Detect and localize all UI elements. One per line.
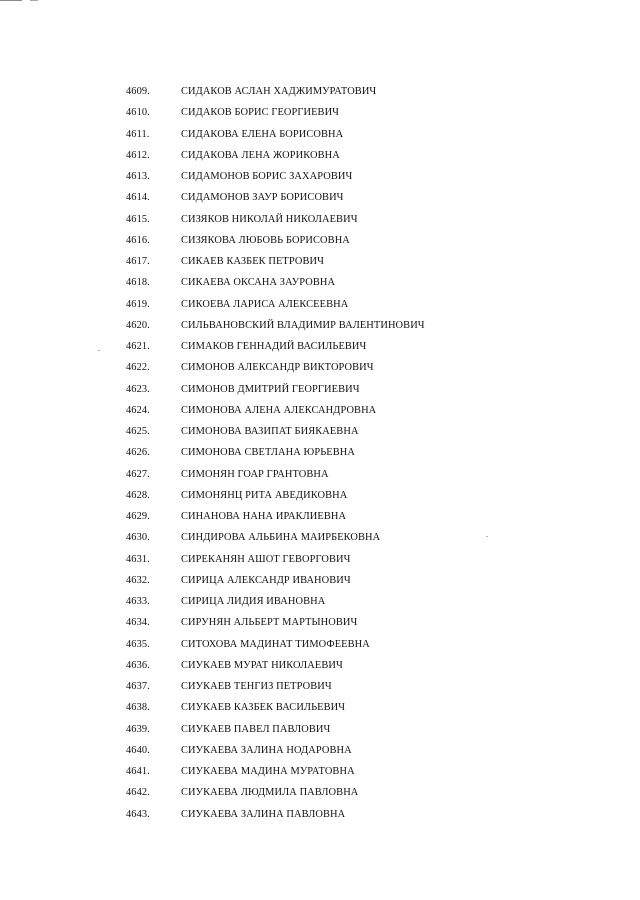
- entry-name: СИРЕКАНЯН АШОТ ГЕВОРГОВИЧ: [181, 553, 351, 565]
- entry-number: 4617.: [126, 256, 150, 267]
- entry-name: СИДАМОНОВ БОРИС ЗАХАРОВИЧ: [181, 171, 353, 182]
- entry-name: СИКАЕВА ОКСАНА ЗАУРОВНА: [181, 277, 336, 289]
- entry-number: 4621.: [126, 341, 150, 352]
- list-item: [0, 319, 640, 340]
- entry-name: СИМОНОВА ВАЗИПАТ БИЯКАЕВНА: [181, 426, 359, 437]
- entry-number: 4633.: [126, 596, 150, 607]
- entry-number: 4614.: [126, 192, 150, 204]
- list-item: [0, 404, 640, 425]
- entry-name: СИУКАЕВ ТЕНГИЗ ПЕТРОВИЧ: [181, 681, 332, 692]
- entry-number: 4624.: [126, 404, 150, 416]
- list-item: [0, 553, 640, 574]
- list-item: [0, 723, 640, 744]
- list-item: [0, 595, 640, 616]
- entry-number: 4629.: [126, 511, 150, 522]
- entry-number: 4625.: [126, 426, 150, 437]
- entry-name: СИРИЦА АЛЕКСАНДР ИВАНОВИЧ: [181, 574, 351, 586]
- entry-name: СИКОЕВА ЛАРИСА АЛЕКСЕЕВНА: [181, 298, 349, 310]
- entry-number: 4632.: [126, 574, 150, 586]
- list-item: [0, 170, 640, 191]
- entry-name: СИМОНОВА СВЕТЛАНА ЮРЬЕВНА: [181, 447, 355, 459]
- list-item: [0, 468, 640, 489]
- entry-number: 4626.: [126, 447, 150, 459]
- list-item: [0, 149, 640, 170]
- list-item: [0, 638, 640, 659]
- name-list: [0, 85, 640, 829]
- entry-name: СИТОХОВА МАДИНАТ ТИМОФЕЕВНА: [181, 638, 370, 650]
- entry-number: 4643.: [126, 808, 150, 820]
- entry-name: СИУКАЕВ МУРАТ НИКОЛАЕВИЧ: [181, 659, 343, 671]
- entry-name: СИДАКОВА ЕЛЕНА БОРИСОВНА: [181, 128, 344, 140]
- entry-name: СИМОНОВА АЛЕНА АЛЕКСАНДРОВНА: [181, 404, 377, 416]
- entry-number: 4636.: [126, 659, 150, 671]
- entry-number: 4635.: [126, 638, 150, 650]
- list-item: [0, 616, 640, 637]
- list-item: [0, 361, 640, 382]
- entry-name: СИУКАЕВ КАЗБЕК ВАСИЛЬЕВИЧ: [181, 702, 346, 714]
- list-item: [0, 106, 640, 127]
- entry-number: 4637.: [126, 681, 150, 692]
- entry-name: СИНДИРОВА АЛЬБИНА МАИРБЕКОВНА: [181, 532, 381, 544]
- entry-name: СИМОНОВ ДМИТРИЙ ГЕОРГИЕВИЧ: [181, 383, 360, 395]
- list-item: [0, 276, 640, 297]
- entry-number: 4623.: [126, 383, 150, 395]
- entry-number: 4615.: [126, 213, 150, 225]
- list-item: [0, 574, 640, 595]
- entry-name: СИКАЕВ КАЗБЕК ПЕТРОВИЧ: [181, 256, 324, 267]
- entry-name: СИДАКОВА ЛЕНА ЖОРИКОВНА: [181, 149, 340, 161]
- entry-number: 4628.: [126, 489, 150, 501]
- entry-name: СИЗЯКОВ НИКОЛАЙ НИКОЛАЕВИЧ: [181, 213, 358, 225]
- entry-name: СИДАМОНОВ ЗАУР БОРИСОВИЧ: [181, 192, 344, 204]
- entry-number: 4639.: [126, 723, 150, 735]
- entry-number: 4638.: [126, 702, 150, 714]
- entry-name: СИУКАЕВ ПАВЕЛ ПАВЛОВИЧ: [181, 723, 331, 735]
- list-item: [0, 680, 640, 701]
- entry-number: 4622.: [126, 362, 150, 374]
- list-item: [0, 531, 640, 552]
- entry-number: 4619.: [126, 298, 150, 310]
- list-item: [0, 744, 640, 765]
- entry-number: 4618.: [126, 277, 150, 289]
- list-item: [0, 489, 640, 510]
- entry-name: СИМАКОВ ГЕННАДИЙ ВАСИЛЬЕВИЧ: [181, 341, 367, 352]
- entry-name: СИДАКОВ БОРИС ГЕОРГИЕВИЧ: [181, 107, 340, 119]
- entry-number: 4631.: [126, 553, 150, 565]
- entry-number: 4634.: [126, 617, 150, 629]
- scan-corner-mark: [0, 0, 22, 7]
- entry-name: СИРИЦА ЛИДИЯ ИВАНОВНА: [181, 596, 326, 607]
- list-item: [0, 255, 640, 276]
- list-item: [0, 298, 640, 319]
- entry-number: 4630.: [126, 532, 150, 544]
- entry-name: СИДАКОВ АСЛАН ХАДЖИМУРАТОВИЧ: [181, 86, 377, 97]
- entry-number: 4613.: [126, 171, 150, 182]
- list-item: [0, 786, 640, 807]
- list-item: [0, 128, 640, 149]
- list-item: [0, 425, 640, 446]
- entry-number: 4612.: [126, 149, 150, 161]
- entry-number: 4642.: [126, 787, 150, 799]
- entry-name: СИМОНЯНЦ РИТА АВЕДИКОВНА: [181, 489, 348, 501]
- entry-name: СИНАНОВА НАНА ИРАКЛИЕВНА: [181, 511, 347, 522]
- entry-name: СИУКАЕВА МАДИНА МУРАТОВНА: [181, 766, 355, 777]
- entry-name: СИМОНОВ АЛЕКСАНДР ВИКТОРОВИЧ: [181, 362, 374, 374]
- list-item: [0, 340, 640, 361]
- entry-number: 4616.: [126, 234, 150, 246]
- list-item: [0, 191, 640, 212]
- list-item: [0, 510, 640, 531]
- entry-number: 4620.: [126, 319, 150, 331]
- entry-number: 4641.: [126, 766, 150, 777]
- list-item: [0, 213, 640, 234]
- entry-name: СИЗЯКОВА ЛЮБОВЬ БОРИСОВНА: [181, 234, 350, 246]
- entry-number: 4610.: [126, 107, 150, 119]
- entry-name: СИМОНЯН ГОАР ГРАНТОВНА: [181, 468, 329, 480]
- entry-name: СИРУНЯН АЛЬБЕРТ МАРТЫНОВИЧ: [181, 617, 358, 629]
- entry-number: 4640.: [126, 744, 150, 756]
- entry-name: СИУКАЕВА ЗАЛИНА НОДАРОВНА: [181, 744, 352, 756]
- entry-name: СИЛЬВАНОВСКИЙ ВЛАДИМИР ВАЛЕНТИНОВИЧ: [181, 319, 425, 331]
- list-item: [0, 234, 640, 255]
- list-item: [0, 701, 640, 722]
- list-item: [0, 659, 640, 680]
- list-item: [0, 808, 640, 829]
- entry-number: 4627.: [126, 468, 150, 480]
- list-item: [0, 765, 640, 786]
- entry-name: СИУКАЕВА ЗАЛИНА ПАВЛОВНА: [181, 808, 346, 820]
- entry-name: СИУКАЕВА ЛЮДМИЛА ПАВЛОВНА: [181, 787, 359, 799]
- list-item: [0, 446, 640, 467]
- entry-number: 4611.: [126, 128, 150, 140]
- entry-number: 4609.: [126, 86, 150, 97]
- list-item: [0, 383, 640, 404]
- list-item: [0, 85, 640, 106]
